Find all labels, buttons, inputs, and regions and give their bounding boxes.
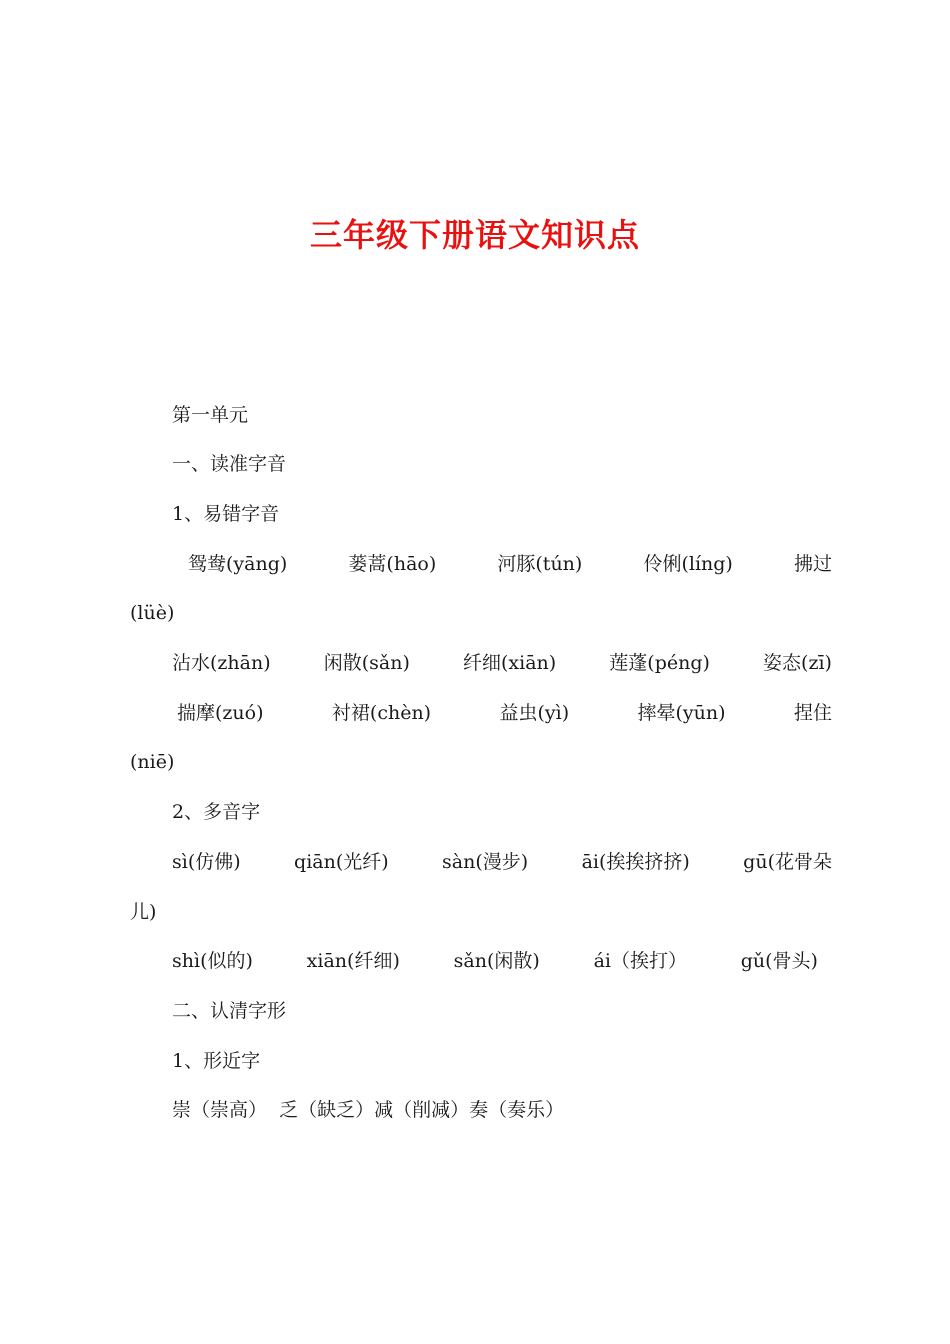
- pinyin-row-3-wrap: (niē): [130, 751, 175, 773]
- polyphonic-item: shì(似的): [172, 950, 253, 972]
- document-title: 三年级下册语文知识点: [309, 216, 640, 254]
- polyphonic-row-1-wrap: 儿): [130, 901, 157, 923]
- polyphonic-item: sǎn(闲散): [453, 950, 540, 972]
- pinyin-item: 揣摩(zuó): [177, 702, 264, 724]
- pinyin-item: 闲散(sǎn): [323, 652, 410, 674]
- pinyin-row-3: [130, 701, 832, 725]
- subheading-polyphonic: 2、多音字: [172, 801, 261, 823]
- pinyin-item: 捏住: [793, 702, 832, 724]
- pinyin-item: 蒌蒿(hāo): [348, 553, 437, 575]
- pinyin-item: 沾水(zhān): [172, 652, 271, 674]
- subheading-error-prone-sounds: 1、易错字音: [172, 503, 280, 525]
- pinyin-item: 莲蓬(péng): [609, 652, 710, 674]
- pinyin-item: 河豚(tún): [497, 553, 583, 575]
- pinyin-row-2: [130, 651, 832, 675]
- polyphonic-item: āi(挨挨挤挤): [581, 851, 690, 873]
- pinyin-item: 鸳鸯(yāng): [188, 553, 288, 575]
- section-heading-glyphs: 二、认清字形: [172, 1000, 287, 1022]
- polyphonic-item: ái（挨打）: [593, 950, 687, 972]
- pinyin-row-1-wrap: (lüè): [130, 602, 175, 624]
- polyphonic-item: qiān(光纤): [294, 851, 389, 873]
- pinyin-item: 姿态(zī): [763, 652, 832, 674]
- pinyin-item: 伶俐(líng): [643, 553, 733, 575]
- polyphonic-item: gū(花骨朵: [743, 851, 832, 873]
- polyphonic-item: xiān(纤细): [306, 950, 400, 972]
- pinyin-item: 拂过: [793, 553, 832, 575]
- polyphonic-item: sàn(漫步): [442, 851, 529, 873]
- pinyin-item: 摔晕(yūn): [637, 702, 726, 724]
- similar-glyphs-row: 崇（崇高） 乏（缺乏）减（削减）奏（奏乐）: [172, 1099, 565, 1121]
- unit-heading: 第一单元: [172, 404, 249, 426]
- polyphonic-row-1: [130, 850, 832, 874]
- pinyin-item: 衬裙(chèn): [331, 702, 432, 724]
- pinyin-item: 益虫(yì): [499, 702, 570, 724]
- pinyin-row-1: [130, 552, 832, 576]
- polyphonic-row-2: [130, 949, 832, 973]
- subheading-similar-glyphs: 1、形近字: [172, 1050, 261, 1072]
- polyphonic-item: sì(仿佛): [172, 851, 241, 873]
- pinyin-item: 纤细(xiān): [463, 652, 557, 674]
- section-heading-pronunciation: 一、读准字音: [172, 453, 287, 475]
- polyphonic-item: gǔ(骨头): [740, 950, 818, 972]
